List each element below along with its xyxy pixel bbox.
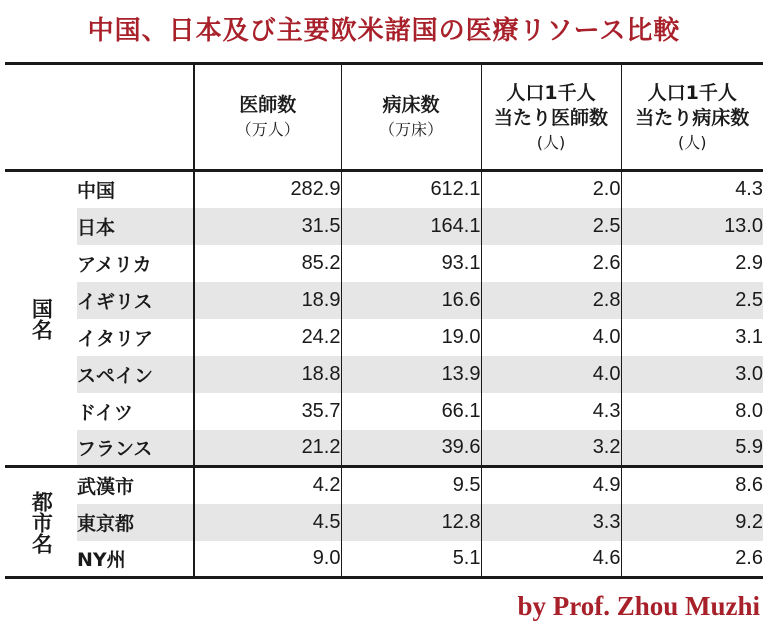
value-cell: 85.2 <box>194 245 341 282</box>
value-cell: 13.9 <box>341 356 481 393</box>
value-cell: 4.6 <box>481 541 621 578</box>
value-cell: 16.6 <box>341 282 481 319</box>
row-name-cell: スペイン <box>77 356 194 393</box>
value-cell: 4.3 <box>481 393 621 430</box>
row-name-cell: NY州 <box>77 541 194 578</box>
value-cell: 31.5 <box>194 208 341 245</box>
header-name-column <box>77 64 194 171</box>
row-name-cell: 中国 <box>77 171 194 208</box>
author-byline: by Prof. Zhou Muzhi <box>517 591 760 621</box>
row-group-label: 都市名 <box>5 467 77 578</box>
value-cell: 4.0 <box>481 319 621 356</box>
header-corner <box>5 64 77 171</box>
value-cell: 8.0 <box>735 399 763 422</box>
row-name-cell: 日本 <box>77 208 194 245</box>
row-name-cell: アメリカ <box>77 245 194 282</box>
value-cell: 13.0 <box>621 208 763 245</box>
value-cell: 4.0 <box>481 356 621 393</box>
table-row <box>5 356 763 393</box>
row-name-cell: ドイツ <box>77 393 194 430</box>
value-cell: 19.0 <box>341 319 481 356</box>
value-cell: 2.9 <box>735 251 763 274</box>
value-cell: 93.1 <box>341 245 481 282</box>
value-cell: 2.6 <box>481 245 621 282</box>
value-cell: 66.1 <box>341 393 481 430</box>
row-group-label: 国名 <box>5 171 77 467</box>
value-cell: 4.2 <box>194 467 341 504</box>
medical-resources-table <box>5 62 763 579</box>
table-row <box>5 245 763 282</box>
value-cell: 12.8 <box>341 504 481 541</box>
table-row <box>5 430 763 467</box>
value-cell: 8.6 <box>735 474 763 497</box>
value-cell: 35.7 <box>194 393 341 430</box>
table-row <box>5 319 763 356</box>
value-cell: 2.6 <box>621 541 763 578</box>
value-cell: 24.2 <box>194 319 341 356</box>
chart-title: 中国、日本及び主要欧米諸国の医療リソース比較 <box>87 16 681 46</box>
value-cell: 4.5 <box>194 504 341 541</box>
value-cell: 4.3 <box>735 178 763 201</box>
row-name-cell: フランス <box>77 430 194 467</box>
row-name-cell: イタリア <box>77 319 194 356</box>
value-cell: 282.9 <box>194 171 341 208</box>
value-cell: 9.0 <box>194 541 341 578</box>
row-name-cell: 武漢市 <box>77 467 194 504</box>
row-name-cell: イギリス <box>77 282 194 319</box>
value-cell: 3.1 <box>735 325 763 348</box>
value-cell: 2.5 <box>481 208 621 245</box>
column-header: 医師数 （万人） <box>194 64 341 171</box>
row-name-cell: 東京都 <box>77 504 194 541</box>
value-cell: 2.8 <box>481 282 621 319</box>
value-cell: 164.1 <box>341 208 481 245</box>
value-cell: 5.1 <box>341 541 481 578</box>
table-row <box>5 282 763 319</box>
value-cell: 18.9 <box>194 282 341 319</box>
column-header: 人口1千人 当たり医師数 (人) <box>481 64 621 171</box>
value-cell: 2.0 <box>481 171 621 208</box>
table-body <box>5 171 763 578</box>
table-row <box>5 541 763 578</box>
value-cell: 21.2 <box>194 430 341 467</box>
header-row <box>5 64 763 171</box>
table-row <box>5 467 763 504</box>
table-row <box>5 504 763 541</box>
table-row <box>5 171 763 208</box>
value-cell: 612.1 <box>341 171 481 208</box>
value-cell: 18.8 <box>194 356 341 393</box>
value-cell: 5.9 <box>621 430 763 467</box>
value-cell: 9.5 <box>341 467 481 504</box>
table-row <box>5 208 763 245</box>
table-row <box>5 393 763 430</box>
value-cell: 39.6 <box>341 430 481 467</box>
value-cell: 2.5 <box>621 282 763 319</box>
value-cell: 9.2 <box>621 504 763 541</box>
value-cell: 4.9 <box>481 467 621 504</box>
value-cell: 3.3 <box>481 504 621 541</box>
column-header: 人口1千人 当たり病床数 (人) <box>621 64 763 171</box>
column-header: 病床数 （万床） <box>341 64 481 171</box>
value-cell: 3.2 <box>481 430 621 467</box>
value-cell: 3.0 <box>621 356 763 393</box>
